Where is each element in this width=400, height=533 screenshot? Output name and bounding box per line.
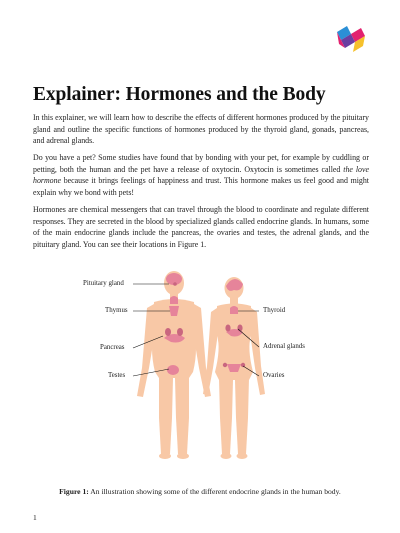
- caption-label: Figure 1:: [59, 487, 89, 496]
- caption-text: An illustration showing some of the different endocrine glands in the human body.: [88, 487, 341, 496]
- endocrine-figure: [33, 268, 369, 468]
- figure-caption: [0, 487, 400, 496]
- body-illustration: [33, 268, 369, 468]
- label-ovaries: Ovaries: [263, 372, 285, 379]
- label-pituitary: Pituitary gland: [83, 280, 124, 287]
- label-thymus: Thymus: [105, 307, 128, 314]
- nagwa-logo-icon: [337, 26, 365, 52]
- pet-paragraph: [33, 152, 369, 199]
- love-hormone-emphasis: the love hormone: [33, 164, 369, 186]
- page-number: 1: [33, 513, 37, 522]
- label-adrenal: Adrenal glands: [263, 343, 305, 350]
- hormones-paragraph: Hormones are chemical messengers that can travel through the blood to coordinate and regulate different responses. They are secreted in the blood by specialized glands called endocrine glands. In humans, some of the main endocrine glands include the pancreas, the ovaries and testes, the adrenal glands, and the pituitary gland. You can see their locations in Figure 1.: [33, 205, 369, 250]
- pet-paragraph-text-2: because it brings feelings of happiness and trust. This hormone makes us feel good and might explain why we bond with pets!: [33, 176, 369, 198]
- intro-paragraph: In this explainer, we will learn how to describe the effects of different hormones produced by the pituitary gland and outline the specific functions of hormones produced by the thyroid gland, gonads, pancreas, and adrenal glands.: [33, 113, 369, 146]
- pet-paragraph-text-1: Do you have a pet? Some studies have found that by bonding with your pet, for example by cuddling or petting, both the human and the pet have a release of oxytocin. Oxytocin is sometimes called: [33, 153, 369, 174]
- page-title: Explainer: Hormones and the Body: [33, 84, 326, 105]
- label-thyroid: Thyroid: [263, 307, 286, 314]
- label-testes: Testes: [108, 372, 126, 379]
- label-pancreas: Pancreas: [100, 344, 125, 351]
